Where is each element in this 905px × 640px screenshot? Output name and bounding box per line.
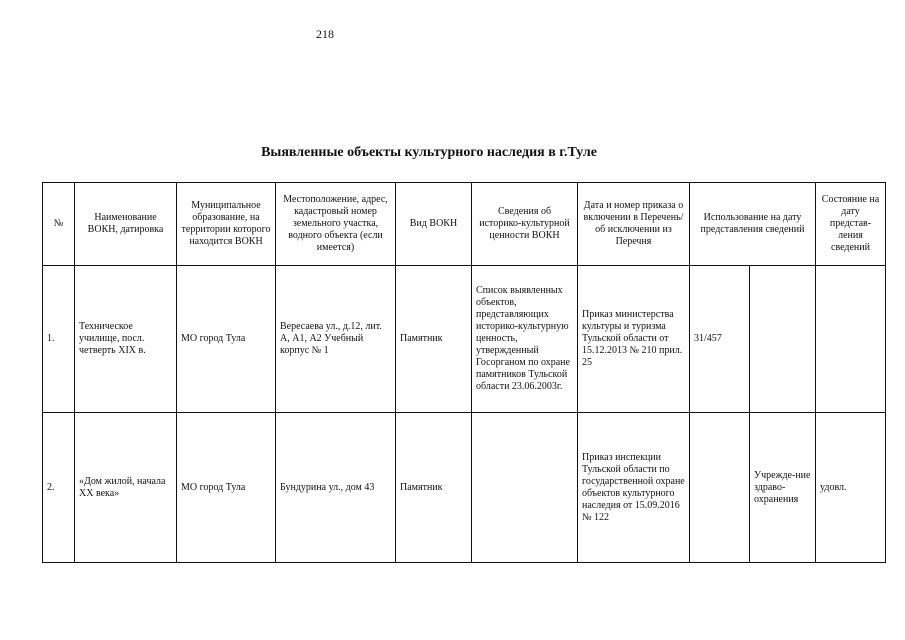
cell-usage-b — [750, 266, 816, 413]
header-usage: Использование на дату представления сведений — [690, 183, 816, 266]
cell-location: Бундурина ул., дом 43 — [276, 413, 396, 563]
header-state: Состояние на дату представ-ления сведений — [816, 183, 886, 266]
cell-type: Памятник — [396, 413, 472, 563]
header-order: Дата и номер приказа о включении в Перечень/ об исключении из Перечня — [578, 183, 690, 266]
header-location: Местоположение, адрес, кадастровый номер земельного участка, водного объекта (если имеется) — [276, 183, 396, 266]
cell-no: 1. — [43, 266, 75, 413]
table-row — [43, 413, 886, 563]
cell-type: Памятник — [396, 266, 472, 413]
cell-state — [816, 266, 886, 413]
cell-name: «Дом жилой, начала XX века» — [75, 413, 177, 563]
cell-usage-a — [690, 413, 750, 563]
heritage-objects-table — [42, 182, 886, 563]
cell-state: удовл. — [816, 413, 886, 563]
header-municipality: Муниципальное образование, на территории которого находится ВОКН — [177, 183, 276, 266]
header-info: Сведения об историко-культурной ценности ВОКН — [472, 183, 578, 266]
cell-order: Приказ министерства культуры и туризма Тульской области от 15.12.2013 № 210 прил. 25 — [578, 266, 690, 413]
cell-municipality: МО город Тула — [177, 413, 276, 563]
document-title: Выявленные объекты культурного наследия в г.Туле — [261, 145, 597, 160]
cell-usage-a: 31/457 — [690, 266, 750, 413]
cell-usage-b: Учрежде-ние здраво-охранения — [750, 413, 816, 563]
cell-info: Список выявленных объектов, представляющих историко-культурную ценность, утвержденный Госорганом по охране памятников Тульской области 23.06.2003г. — [472, 266, 578, 413]
cell-municipality: МО город Тула — [177, 266, 276, 413]
cell-no: 2. — [43, 413, 75, 563]
table-row — [43, 266, 886, 413]
page-number: 218 — [316, 27, 334, 41]
cell-location: Вересаева ул., д.12, лит. А, А1, А2 Учебный корпус № 1 — [276, 266, 396, 413]
cell-order: Приказ инспекции Тульской области по государственной охране объектов культурного наследия от 15.09.2016 № 122 — [578, 413, 690, 563]
header-name: Наименование ВОКН, датировка — [75, 183, 177, 266]
table-header-row — [43, 183, 886, 266]
cell-info — [472, 413, 578, 563]
header-type: Вид ВОКН — [396, 183, 472, 266]
cell-name: Техническое училище, посл. четверть XIX в. — [75, 266, 177, 413]
header-no: № — [43, 183, 75, 266]
